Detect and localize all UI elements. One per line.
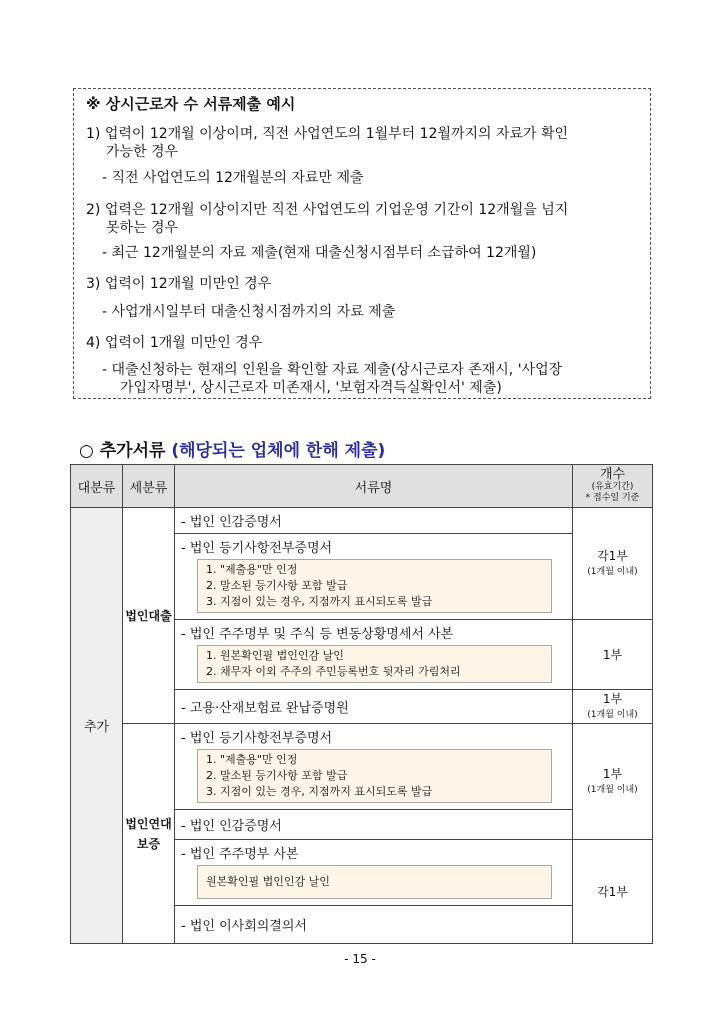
document-item-with-notes bbox=[175, 620, 573, 690]
note-item: 1. 원본확인필 법인인감 날인 bbox=[206, 649, 344, 662]
count-validity: (1개월 이내) bbox=[587, 784, 638, 795]
count-validity: (1개월 이내) bbox=[587, 566, 638, 577]
note-line: - 직전 사업연도의 12개월분의 자료만 제출 bbox=[102, 170, 364, 186]
document-notes-box bbox=[197, 865, 552, 899]
document-item-title: - 법인 등기사항전부증명서 bbox=[181, 541, 333, 556]
note-title: ※ 상시근로자 수 서류제출 예시 bbox=[86, 95, 296, 113]
header-major: 대분류 bbox=[71, 465, 123, 508]
document-item: - 법인 이사회의결의서 bbox=[175, 906, 573, 944]
count-cell bbox=[573, 724, 653, 840]
note-line: 3) 업력이 12개월 미만인 경우 bbox=[86, 276, 272, 292]
note-line: - 대출신청하는 현재의 인원을 확인할 자료 제출(상시근로자 존재시, '사업장 bbox=[102, 362, 563, 378]
note-item: 1. "제출용"만 인정 bbox=[206, 753, 298, 766]
count-cell: 1부 bbox=[573, 620, 653, 690]
note-item: 2. 말소된 등기사항 포함 발급 bbox=[206, 769, 348, 782]
section-bullet: ○ 추가서류 bbox=[79, 441, 172, 461]
note-item: 3. 지점이 있는 경우, 지점까지 표시되도록 발급 bbox=[206, 785, 433, 798]
count-cell bbox=[573, 690, 653, 724]
example-note-box bbox=[73, 88, 651, 399]
header-count-note: (유효기간) bbox=[591, 482, 634, 492]
document-item-title: - 법인 주주명부 및 주식 등 변동상황명세서 사본 bbox=[181, 627, 454, 642]
document-item: - 법인 인감증명서 bbox=[175, 508, 573, 534]
document-notes-box bbox=[197, 559, 552, 613]
document-item-with-notes bbox=[175, 840, 573, 906]
header-name: 서류명 bbox=[175, 465, 573, 508]
count-cell bbox=[573, 508, 653, 620]
note-line: - 사업개시일부터 대출신청시점까지의 자료 제출 bbox=[102, 304, 396, 320]
page-number: - 15 - bbox=[344, 952, 376, 966]
category-cell: 추가 bbox=[71, 508, 123, 944]
document-item: - 고용·산재보험료 완납증명원 bbox=[175, 690, 573, 724]
note-line: 1) 업력이 12개월 이상이며, 직전 사업연도의 1월부터 12월까지의 자료가 확인 bbox=[86, 126, 569, 142]
note-line: 4) 업력이 1개월 미만인 경우 bbox=[86, 335, 263, 351]
note-item: 1. "제출용"만 인정 bbox=[206, 563, 298, 576]
note-item: 2. 채무자 이외 주주의 주민등록번호 뒷자리 가림처리 bbox=[206, 665, 461, 678]
document-notes-box bbox=[197, 645, 552, 683]
header-count-label: 개수 bbox=[599, 467, 626, 482]
note-line: 가입자명부', 상시근로자 미존재시, '보험자격득실확인서' 제출) bbox=[120, 380, 502, 396]
count-value: 1부 bbox=[602, 691, 623, 706]
subcategory-corporate-loan: 법인대출 bbox=[123, 508, 175, 724]
note-line: 가능한 경우 bbox=[106, 144, 179, 160]
document-item: - 법인 인감증명서 bbox=[175, 810, 573, 840]
subcategory-corporate-guarantee: 법인연대보증 bbox=[123, 724, 175, 944]
count-value: 각1부 bbox=[597, 548, 628, 563]
document-item-with-notes bbox=[175, 724, 573, 810]
count-validity: (1개월 이내) bbox=[587, 709, 638, 720]
count-cell: 각1부 bbox=[573, 840, 653, 944]
table-row bbox=[71, 508, 653, 534]
header-count-basis: * 접수일 기준 bbox=[585, 493, 640, 503]
document-notes-box bbox=[197, 749, 552, 803]
note-item: 3. 지점이 있는 경우, 지점까지 표시되도록 발급 bbox=[206, 595, 433, 608]
document-item-with-notes bbox=[175, 534, 573, 620]
section-title bbox=[79, 436, 385, 461]
section-highlight: (해당되는 업체에 한해 제출) bbox=[171, 441, 386, 461]
table-header-row bbox=[71, 465, 653, 508]
document-item-title: - 법인 등기사항전부증명서 bbox=[181, 731, 333, 746]
note-line: 못하는 경우 bbox=[106, 220, 179, 236]
note-line: - 최근 12개월분의 자료 제출(현재 대출신청시점부터 소급하여 12개월) bbox=[102, 245, 537, 261]
note-item: 2. 말소된 등기사항 포함 발급 bbox=[206, 579, 348, 592]
document-item-title: - 법인 주주명부 사본 bbox=[181, 847, 299, 862]
table-row bbox=[71, 724, 653, 810]
additional-documents-table bbox=[70, 464, 653, 944]
header-count bbox=[573, 465, 653, 508]
note-item: 원본확인필 법인인감 날인 bbox=[206, 875, 330, 888]
note-line: 2) 업력은 12개월 이상이지만 직전 사업연도의 기업운영 기간이 12개월을 넘지 bbox=[86, 202, 569, 218]
count-value: 1부 bbox=[602, 766, 623, 781]
header-minor: 세분류 bbox=[123, 465, 175, 508]
